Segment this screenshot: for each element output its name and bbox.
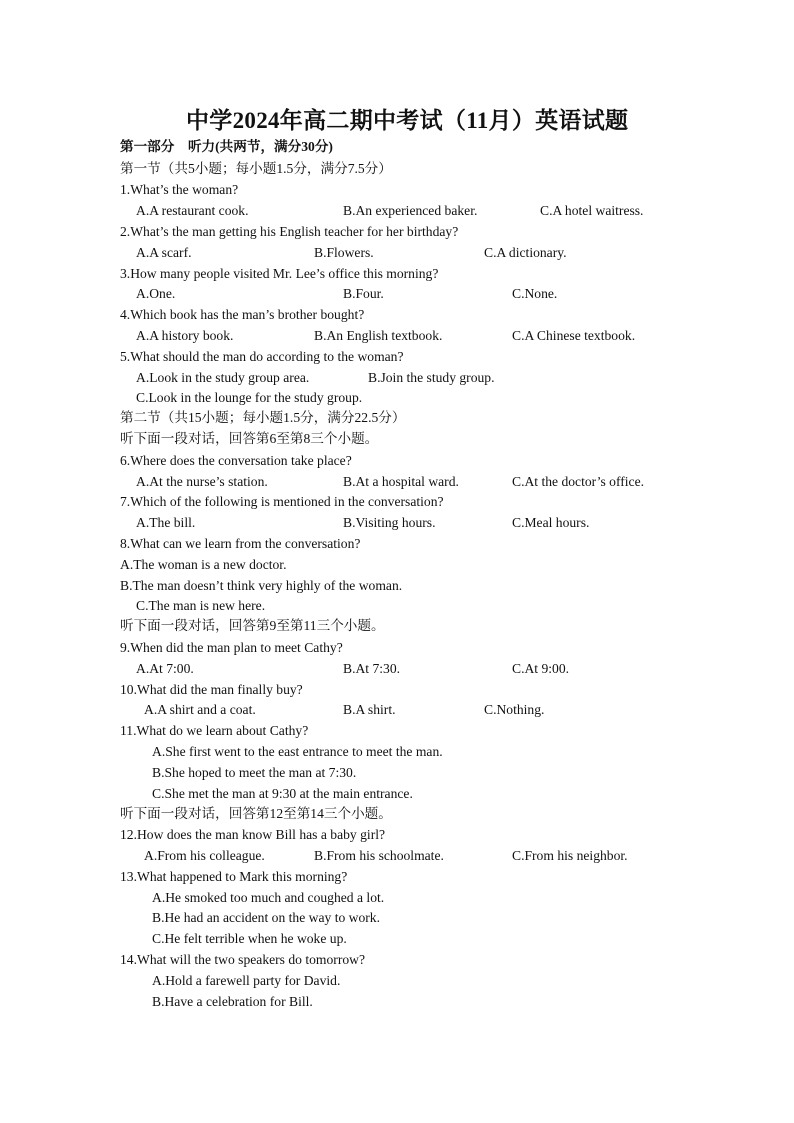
q10-option-a: A.A shirt and a coat. bbox=[144, 702, 256, 717]
part1-heading: 第一部分 听力(共两节，满分30分) bbox=[120, 139, 333, 154]
question-4: 4.Which book has the man’s brother bought? bbox=[120, 307, 365, 322]
question-8: 8.What can we learn from the conversation? bbox=[120, 536, 361, 551]
question-11: 11.What do we learn about Cathy? bbox=[120, 723, 309, 738]
question-13: 13.What happened to Mark this morning? bbox=[120, 869, 348, 884]
q1-option-a: A.A restaurant cook. bbox=[136, 203, 249, 218]
q11-option-b: B.She hoped to meet the man at 7:30. bbox=[152, 765, 357, 780]
question-10: 10.What did the man finally buy? bbox=[120, 682, 303, 697]
q7-option-b: B.Visiting hours. bbox=[343, 515, 436, 530]
q1-option-b: B.An experienced baker. bbox=[343, 203, 478, 218]
q8-option-b: B.The man doesn’t think very highly of the woman. bbox=[120, 578, 403, 593]
q12-option-a: A.From his colleague. bbox=[144, 848, 265, 863]
q6-option-b: B.At a hospital ward. bbox=[343, 474, 459, 489]
q11-option-a: A.She first went to the east entrance to meet the man. bbox=[152, 744, 443, 759]
q5-option-c: C.Look in the lounge for the study group. bbox=[136, 390, 363, 405]
instruction-9-11: 听下面一段对话，回答第9至第11三个小题。 bbox=[120, 618, 385, 633]
question-6: 6.Where does the conversation take place? bbox=[120, 453, 352, 468]
q5-option-a: A.Look in the study group area. bbox=[136, 370, 310, 385]
q9-option-a: A.At 7:00. bbox=[136, 661, 194, 676]
q12-option-c: C.From his neighbor. bbox=[512, 848, 628, 863]
q13-option-a: A.He smoked too much and coughed a lot. bbox=[152, 890, 385, 905]
q5-option-b: B.Join the study group. bbox=[368, 370, 495, 385]
q4-option-c: C.A Chinese textbook. bbox=[512, 328, 636, 343]
question-5: 5.What should the man do according to the woman? bbox=[120, 349, 404, 364]
q8-option-a: A.The woman is a new doctor. bbox=[120, 557, 287, 572]
q4-option-a: A.A history book. bbox=[136, 328, 234, 343]
q13-option-c: C.He felt terrible when he woke up. bbox=[152, 931, 347, 946]
q10-option-b: B.A shirt. bbox=[343, 702, 396, 717]
q8-option-c: C.The man is new here. bbox=[136, 598, 266, 613]
q14-option-b: B.Have a celebration for Bill. bbox=[152, 994, 313, 1009]
question-14: 14.What will the two speakers do tomorrow? bbox=[120, 952, 366, 967]
q2-option-b: B.Flowers. bbox=[314, 245, 374, 260]
q10-option-c: C.Nothing. bbox=[484, 702, 545, 717]
q9-option-b: B.At 7:30. bbox=[343, 661, 401, 676]
section2-heading: 第二节（共15小题；每小题1.5分，满分22.5分） bbox=[120, 410, 406, 425]
q1-option-c: C.A hotel waitress. bbox=[540, 203, 644, 218]
q3-option-b: B.Four. bbox=[343, 286, 384, 301]
q6-option-a: A.At the nurse’s station. bbox=[136, 474, 268, 489]
question-12: 12.How does the man know Bill has a baby girl? bbox=[120, 827, 386, 842]
q2-option-c: C.A dictionary. bbox=[484, 245, 567, 260]
q13-option-b: B.He had an accident on the way to work. bbox=[152, 910, 381, 925]
q3-option-a: A.One. bbox=[136, 286, 176, 301]
section1-heading: 第一节（共5小题；每小题1.5分，满分7.5分） bbox=[120, 161, 392, 176]
question-1: 1.What’s the woman? bbox=[120, 182, 239, 197]
q3-option-c: C.None. bbox=[512, 286, 558, 301]
q11-option-c: C.She met the man at 9:30 at the main entrance. bbox=[152, 786, 413, 801]
q7-option-a: A.The bill. bbox=[136, 515, 196, 530]
question-9: 9.When did the man plan to meet Cathy? bbox=[120, 640, 343, 655]
q6-option-c: C.At the doctor’s office. bbox=[512, 474, 645, 489]
instruction-6-8: 听下面一段对话，回答第6至第8三个小题。 bbox=[120, 431, 379, 446]
instruction-12-14: 听下面一段对话，回答第12至第14三个小题。 bbox=[120, 806, 392, 821]
question-2: 2.What’s the man getting his English teacher for her birthday? bbox=[120, 224, 459, 239]
q12-option-b: B.From his schoolmate. bbox=[314, 848, 444, 863]
question-7: 7.Which of the following is mentioned in the conversation? bbox=[120, 494, 444, 509]
question-3: 3.How many people visited Mr. Lee’s office this morning? bbox=[120, 266, 439, 281]
q4-option-b: B.An English textbook. bbox=[314, 328, 443, 343]
q7-option-c: C.Meal hours. bbox=[512, 515, 590, 530]
q2-option-a: A.A scarf. bbox=[136, 245, 192, 260]
q9-option-c: C.At 9:00. bbox=[512, 661, 570, 676]
exam-title: 中学2024年高二期中考试（11月）英语试题 bbox=[186, 108, 629, 133]
q14-option-a: A.Hold a farewell party for David. bbox=[152, 973, 341, 988]
